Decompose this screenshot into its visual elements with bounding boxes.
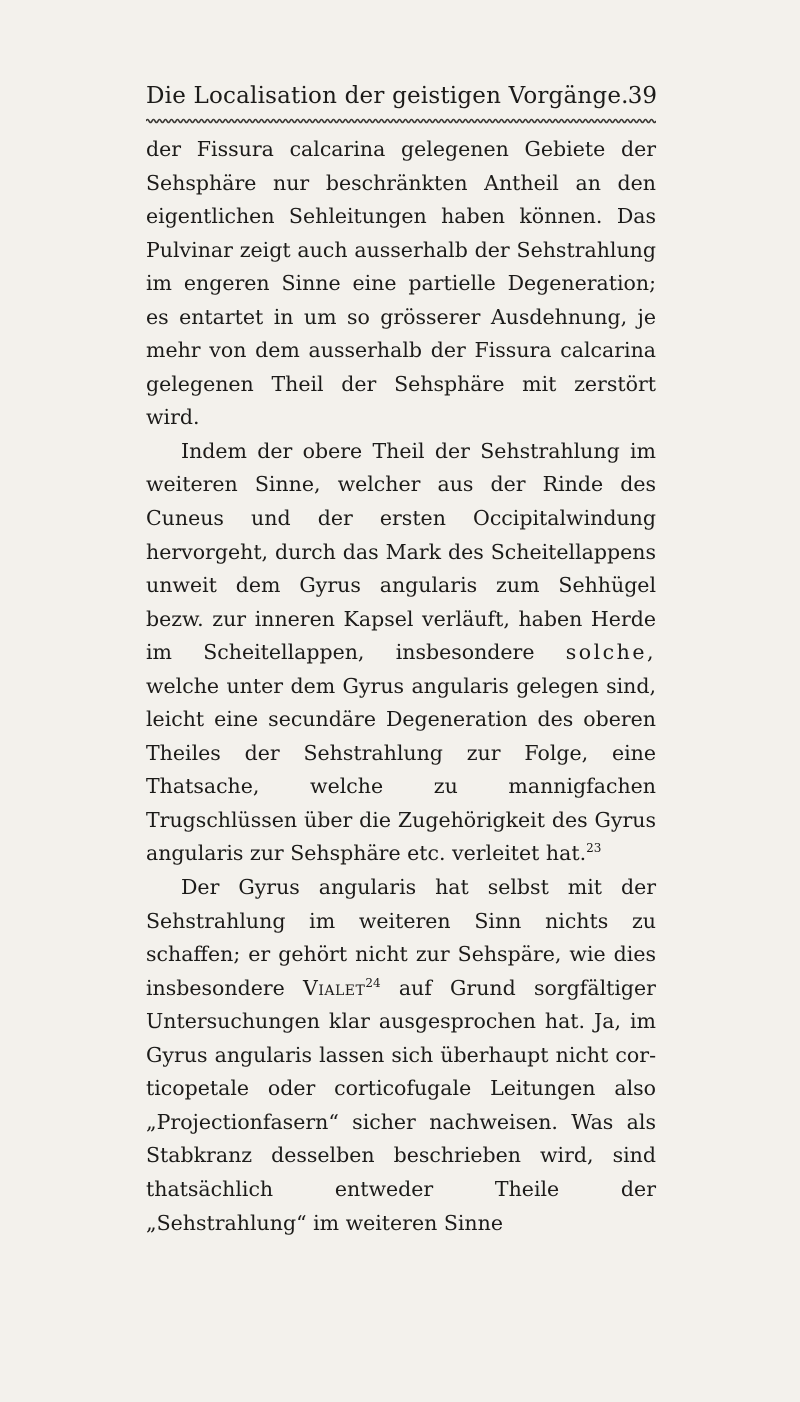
running-head: [0, 78, 800, 114]
paragraph-3-text-b: auf Grund sorgfältiger Untersuchungen klar ausgesprochen hat. Ja, im Gyrus angularis lassen sich überhaupt nicht corticopetale oder corticofugale Leitungen also „Projectionfasern“ sicher nachweisen. Was als Stabkranz desselben beschrieben wird, sind thatsächlich entweder Theile der „Sehstrahlung“ im weiteren Sinne: [146, 975, 656, 1235]
footnote-ref-24: 24: [365, 975, 381, 990]
page-number: 39: [627, 83, 657, 109]
paragraph-2: [146, 435, 656, 871]
emphasis-solche: solche,: [565, 640, 656, 665]
running-title: Die Localisation der geistigen Vorgänge.: [146, 83, 629, 109]
paragraph-3: [146, 871, 656, 1240]
wavy-rule: [146, 117, 656, 125]
paragraph-2-text-a: Indem der obere Theil der Sehstrahlung im weiteren Sinne, welcher aus der Rinde des Cuneus und der ersten Occipitalwindung hervorgeht, durch das Mark des Scheitellappens unweit dem Gyrus angularis zum Sehhügel bezw. zur inneren Kapsel verläuft, haben Herde im Scheitellappen, insbesondere: [146, 438, 656, 665]
paragraph-3-text-a: Der Gyrus angularis hat selbst mit der Sehstrahlung im weiteren Sinn nichts zu schaffen; er gehört nicht zur Sehspäre, wie dies insbesondere: [146, 875, 656, 1000]
body-text: [146, 133, 656, 1240]
paragraph-2-text-b: welche unter dem Gyrus angularis gelegen sind, leicht eine secundäre Degeneration des oberen Theiles der Sehstrahlung zur Folge, eine Thatsache, welche zu mannigfachen Trugschlüssen über die Zugehörigkeit des Gyrus angularis zur Sehsphäre etc. verleitet hat.: [146, 673, 656, 866]
footnote-ref-23: 23: [586, 841, 602, 856]
author-vialet: Vialet: [303, 975, 366, 1000]
paragraph-1: der Fissura calcarina gelegenen Gebiete der Sehsphäre nur beschränkten Antheil an den eigentlichen Sehleitungen haben können. Das Pulvinar zeigt auch ausserhalb der Sehstrahlung im engeren Sinne eine partielle Degeneration; es entartet in um so grösserer Ausdehnung, je mehr von dem ausserhalb der Fissura calcarina gelegenen Theil der Sehsphäre mit zerstört wird.: [146, 137, 656, 430]
